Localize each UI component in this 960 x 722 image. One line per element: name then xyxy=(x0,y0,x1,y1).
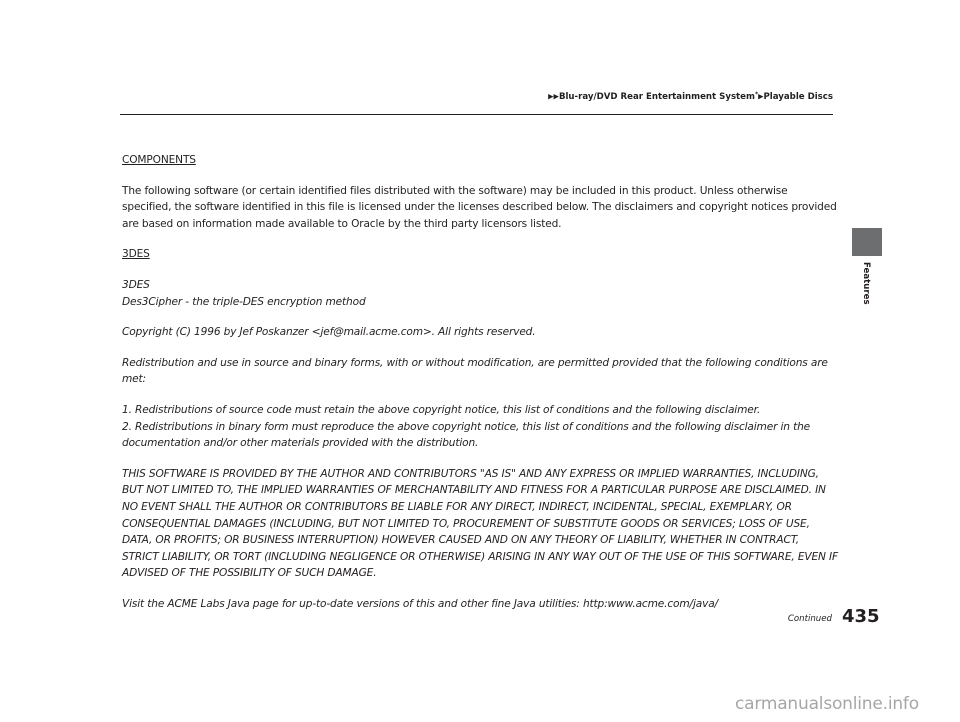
title-line-2: Des3Cipher - the triple-DES encryption method xyxy=(122,295,366,308)
breadcrumb-header xyxy=(120,92,833,102)
condition-2: 2. Redistributions in binary form must reproduce the above copyright notice, this list of conditions and the following disclaimer in the documentation and/or other materials provided with the distribution. xyxy=(122,420,811,450)
header-divider xyxy=(120,114,833,115)
visit-note: Visit the ACME Labs Java page for up-to-date versions of this and other fine Java utilities: http:www.acme.com/java/ xyxy=(122,597,718,610)
warranty-disclaimer: THIS SOFTWARE IS PROVIDED BY THE AUTHOR AND CONTRIBUTORS "AS IS" AND ANY EXPRESS OR IMPLIED WARRANTIES, INCLUDING, BUT NOT LIMITED TO, THE IMPLIED WARRANTIES OF MERCHANTABILITY AND FITNESS FOR A PARTICULAR PURPOSE ARE DISCLAIMED. IN NO EVENT SHALL THE AUTHOR OR CONTRIBUTORS BE LIABLE FOR ANY DIRECT, INDIRECT, INCIDENTAL, SPECIAL, EXEMPLARY, OR CONSEQUENTIAL DAMAGES (INCLUDING, BUT NOT LIMITED TO, PROCUREMENT OF SUBSTITUTE GOODS OR SERVICES; LOSS OF USE, DATA, OR PROFITS; OR BUSINESS INTERRUPTION) HOWEVER CAUSED AND ON ANY THEORY OF LIABILITY, WHETHER IN CONTRACT, STRICT LIABILITY, OR TORT (INCLUDING NEGLIGENCE OR OTHERWISE) ARISING IN ANY WAY OUT OF THE USE OF THIS SOFTWARE, EVEN IF ADVISED OF THE POSSIBILITY OF SUCH DAMAGE. xyxy=(122,467,838,580)
chapter-tab-marker xyxy=(852,228,882,256)
conditions-list xyxy=(122,402,838,452)
chapter-tab-text: Features xyxy=(861,262,871,305)
license-body xyxy=(122,152,838,626)
section-heading-3des: 3DES xyxy=(122,248,150,261)
double-triangle-right-icon: ▶▶ xyxy=(548,92,559,101)
page-number: 435 xyxy=(842,606,880,627)
redistribution-paragraph: Redistribution and use in source and binary forms, with or without modification, are permitted provided that the following conditions are met: xyxy=(122,356,828,386)
chapter-tab-label xyxy=(860,262,874,362)
optional-feature-asterisk: * xyxy=(754,91,759,98)
breadcrumb-section: Blu-ray/DVD Rear Entertainment System xyxy=(558,92,755,102)
continued-label: Continued xyxy=(787,614,832,624)
watermark-text: carmanualsonline.info xyxy=(735,694,919,714)
copyright-notice: Copyright (C) 1996 by Jef Poskanzer <jef@mail.acme.com>. All rights reserved. xyxy=(122,326,536,339)
condition-1: 1. Redistributions of source code must retain the above copyright notice, this list of conditions and the following disclaimer. xyxy=(122,403,761,416)
intro-paragraph: The following software (or certain identified files distributed with the software) may be included in this product. Unless otherwise specified, the software identified in this file is licensed under the licenses described below. The disclaimers and copyright notices provided are based on information made available to Oracle by the third party licensors listed. xyxy=(122,184,837,230)
components-heading: COMPONENTS xyxy=(122,154,196,166)
title-block xyxy=(122,277,838,310)
breadcrumb-topic: Playable Discs xyxy=(763,92,833,102)
title-line-1: 3DES xyxy=(122,278,150,291)
triangle-right-icon: ▶ xyxy=(758,92,764,101)
